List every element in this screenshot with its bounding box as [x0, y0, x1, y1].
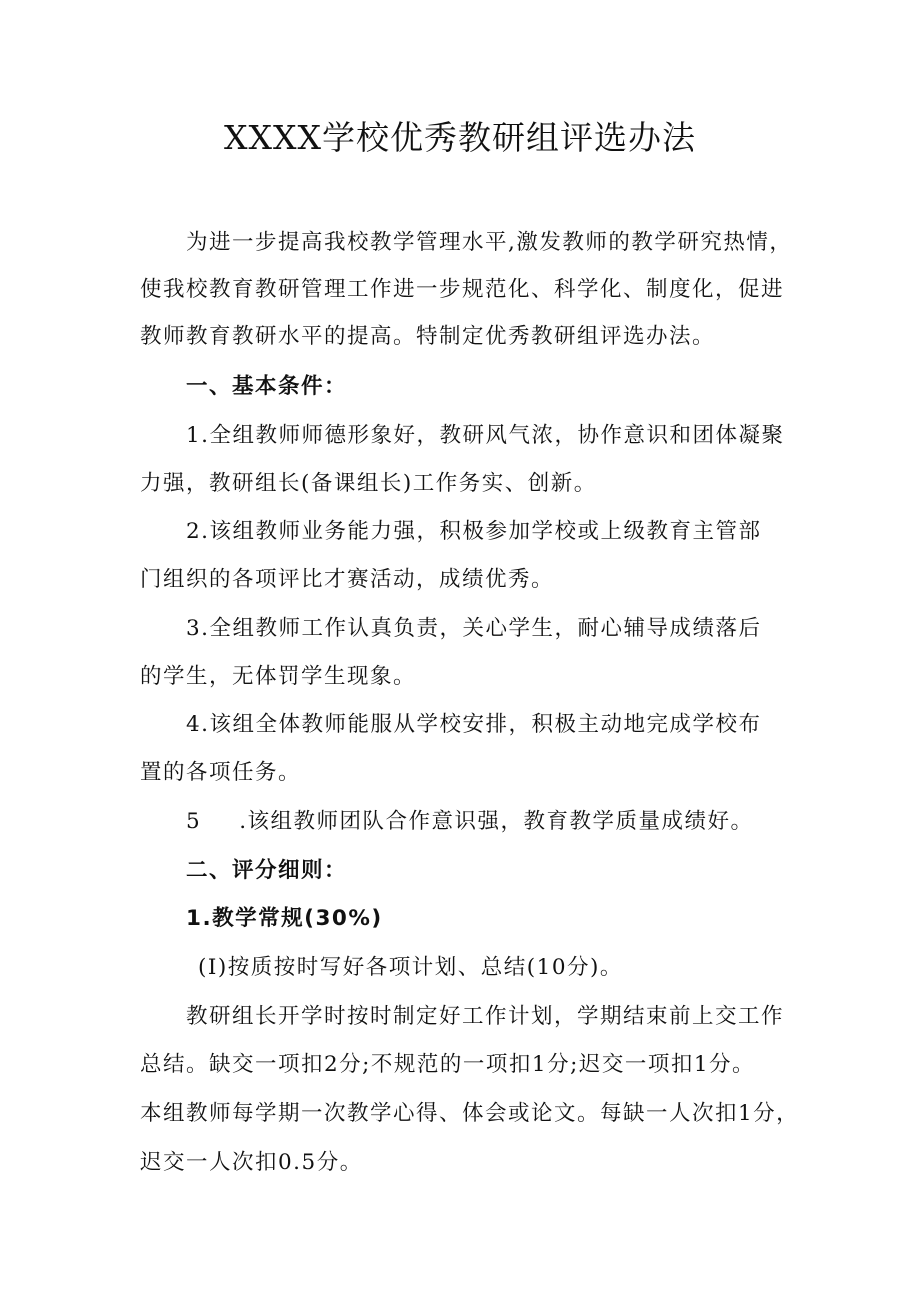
condition-5-text: .该组教师团队合作意识强，教育教学质量成绩好。: [239, 809, 754, 834]
condition-3-line: 3.全组教师工作认真负责，关心学生，耐心辅导成绩落后: [186, 616, 762, 641]
section-heading-basic-conditions: 一、基本条件：: [186, 374, 348, 399]
item-1-heading: (I)按质按时写好各项计划、总结(10分)。: [198, 955, 623, 980]
intro-line: 使我校教育教研管理工作进一步规范化、科学化、制度化，促进: [140, 277, 785, 302]
document-title: XXXX学校优秀教研组评选办法: [224, 118, 696, 157]
condition-2-line: 门组织的各项评比才赛活动，成绩优秀。: [140, 567, 555, 592]
item-1-body-line: 总结。缺交一项扣2分;不规范的一项扣1分;迟交一项扣1分。: [140, 1052, 756, 1077]
item-1-body-line: 迟交一人次扣0.5分。: [140, 1150, 363, 1175]
subsection-heading-teaching-routine: 1.教学常规(30%): [186, 906, 383, 931]
condition-4-line: 4.该组全体教师能服从学校安排，积极主动地完成学校布: [186, 712, 762, 737]
condition-1-line: 1.全组教师师德形象好，教研风气浓，协作意识和团体凝聚: [186, 423, 785, 448]
item-1-body-line: 本组教师每学期一次教学心得、体会或论文。每缺一人次扣1分，: [140, 1101, 800, 1126]
condition-1-line: 力强，教研组长(备课组长)工作务实、创新。: [140, 471, 597, 496]
intro-line: 教师教育教研水平的提高。特制定优秀教研组评选办法。: [140, 324, 716, 349]
section-heading-scoring-rules: 二、评分细则：: [186, 858, 348, 883]
condition-3-line: 的学生，无体罚学生现象。: [140, 664, 417, 689]
condition-2-line: 2.该组教师业务能力强，积极参加学校或上级教育主管部: [186, 519, 762, 544]
condition-5-number: 5: [186, 809, 202, 834]
intro-line: 为进一步提高我校教学管理水平,激发教师的教学研究热情，: [186, 230, 793, 255]
condition-4-line: 置的各项任务。: [140, 760, 302, 785]
item-1-body-line: 教研组长开学时按时制定好工作计划，学期结束前上交工作: [186, 1004, 785, 1029]
condition-5-line: [186, 805, 785, 839]
